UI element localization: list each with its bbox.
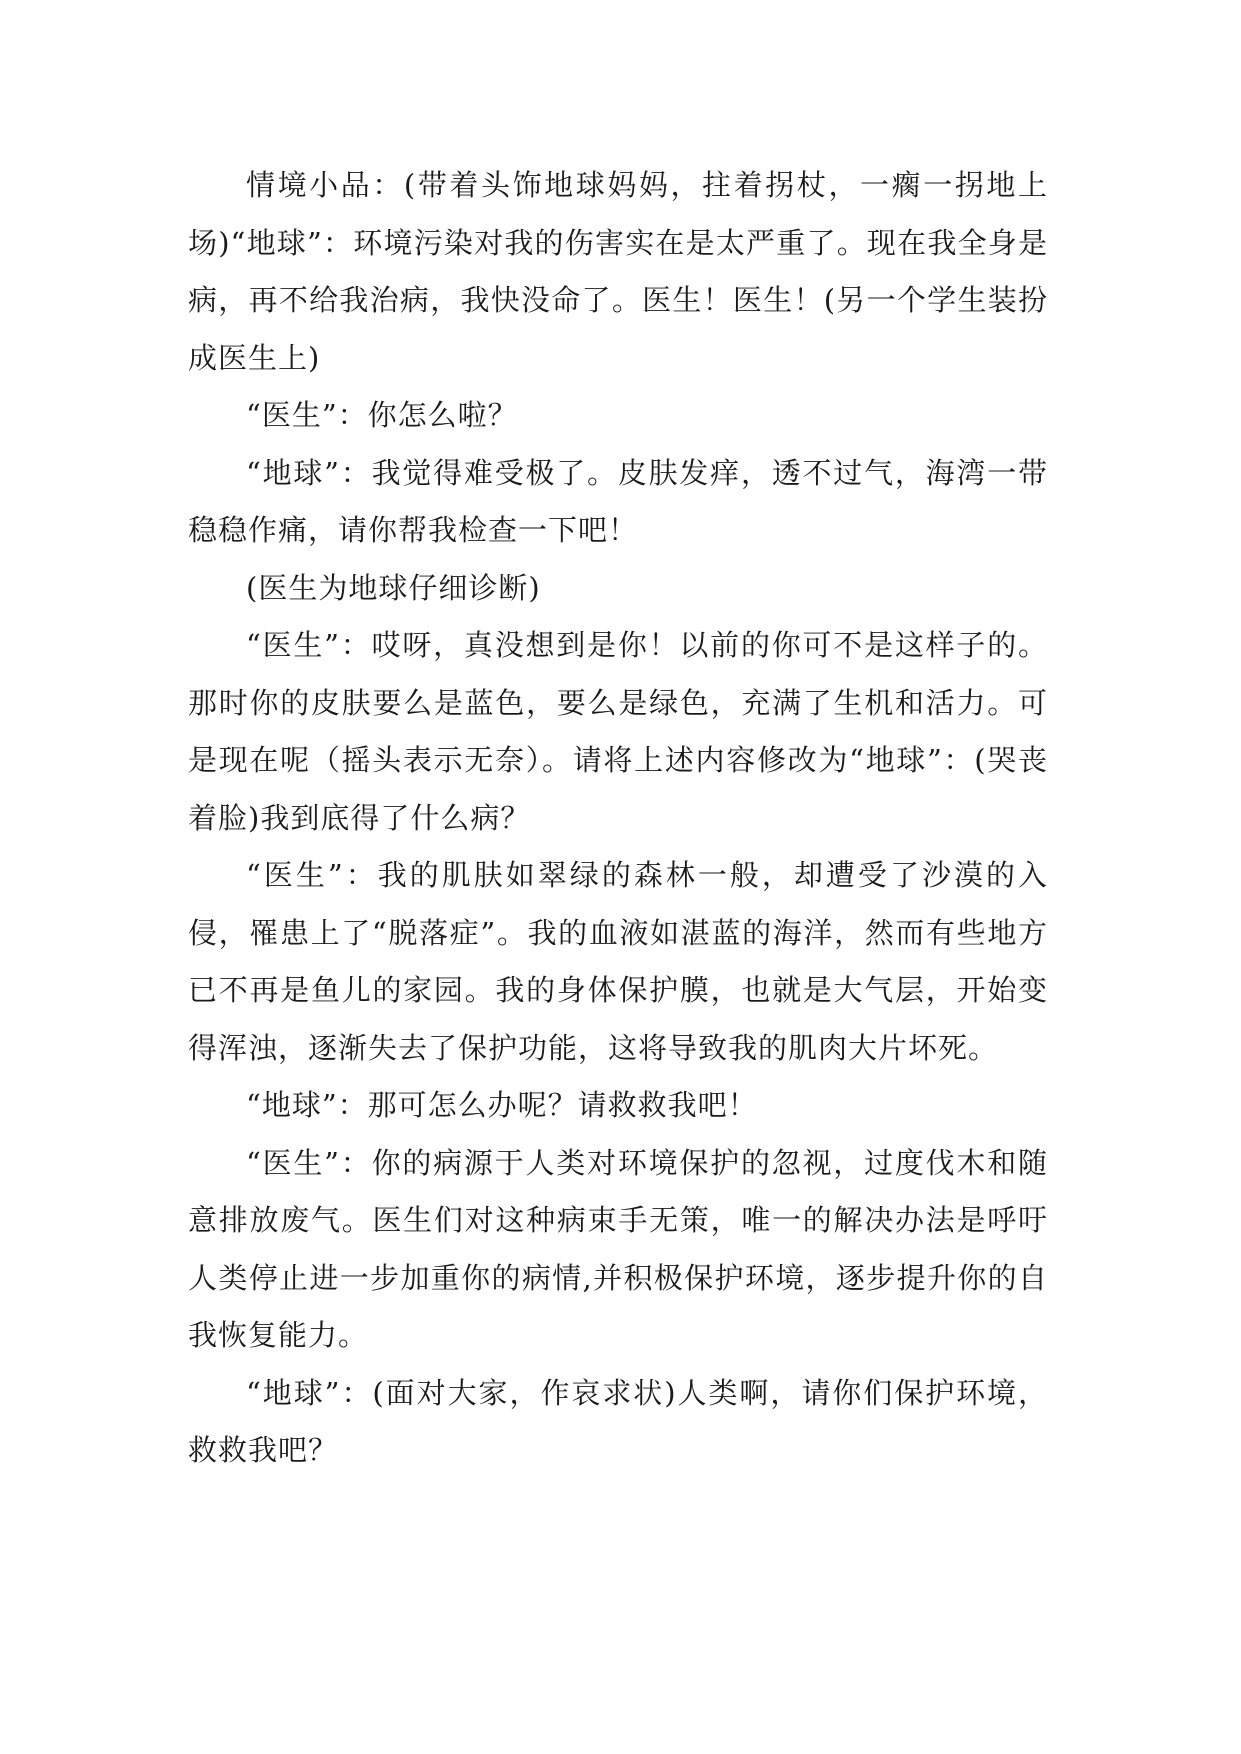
paragraph-doctor-surprise: “医生”：哎呀，真没想到是你！以前的你可不是这样子的。那时你的皮肤要么是蓝色，要么是绿色，充满了生机和活力。可是现在呢（摇头表示无奈）。请将上述内容修改为“地球”：(哭丧着脸)我到底得了什么病？: [188, 628, 1048, 835]
paragraph-scene-intro: 情境小品：(带着头饰地球妈妈，拄着拐杖，一瘸一拐地上场)“地球”：环境污染对我的伤害实在是太严重了。现在我全身是病，再不给我治病，我快没命了。医生！医生！(另一个学生装扮成医生上): [188, 168, 1048, 375]
paragraph-earth-appeal: “地球”：(面对大家，作哀求状)人类啊，请你们保护环境，救救我吧？: [188, 1375, 1048, 1467]
paragraph-doctor-cause: “医生”：你的病源于人类对环境保护的忽视，过度伐木和随意排放废气。医生们对这种病束手无策，唯一的解决办法是呼吁人类停止进一步加重你的病情,并积极保护环境，逐步提升你的自我恢复能力。: [188, 1145, 1048, 1352]
document-body: [188, 157, 1048, 1480]
paragraph-earth-pleads: “地球”：那可怎么办呢？请救救我吧！: [246, 1088, 758, 1122]
paragraph-doctor-diagnosis: “医生”：我的肌肤如翠绿的森林一般，却遭受了沙漠的入侵，罹患上了“脱落症”。我的血液如湛蓝的海洋，然而有些地方已不再是鱼儿的家园。我的身体保护膜，也就是大气层，开始变得浑浊，逐渐失去了保护功能，这将导致我的肌肉大片坏死。: [188, 858, 1048, 1065]
paragraph-doctor-asks: “医生”：你怎么啦？: [246, 398, 518, 432]
paragraph-earth-symptoms: “地球”：我觉得难受极了。皮肤发痒，透不过气，海湾一带稳稳作痛，请你帮我检查一下吧！: [188, 455, 1048, 547]
paragraph-stage-direction: (医生为地球仔细诊断): [246, 570, 541, 605]
